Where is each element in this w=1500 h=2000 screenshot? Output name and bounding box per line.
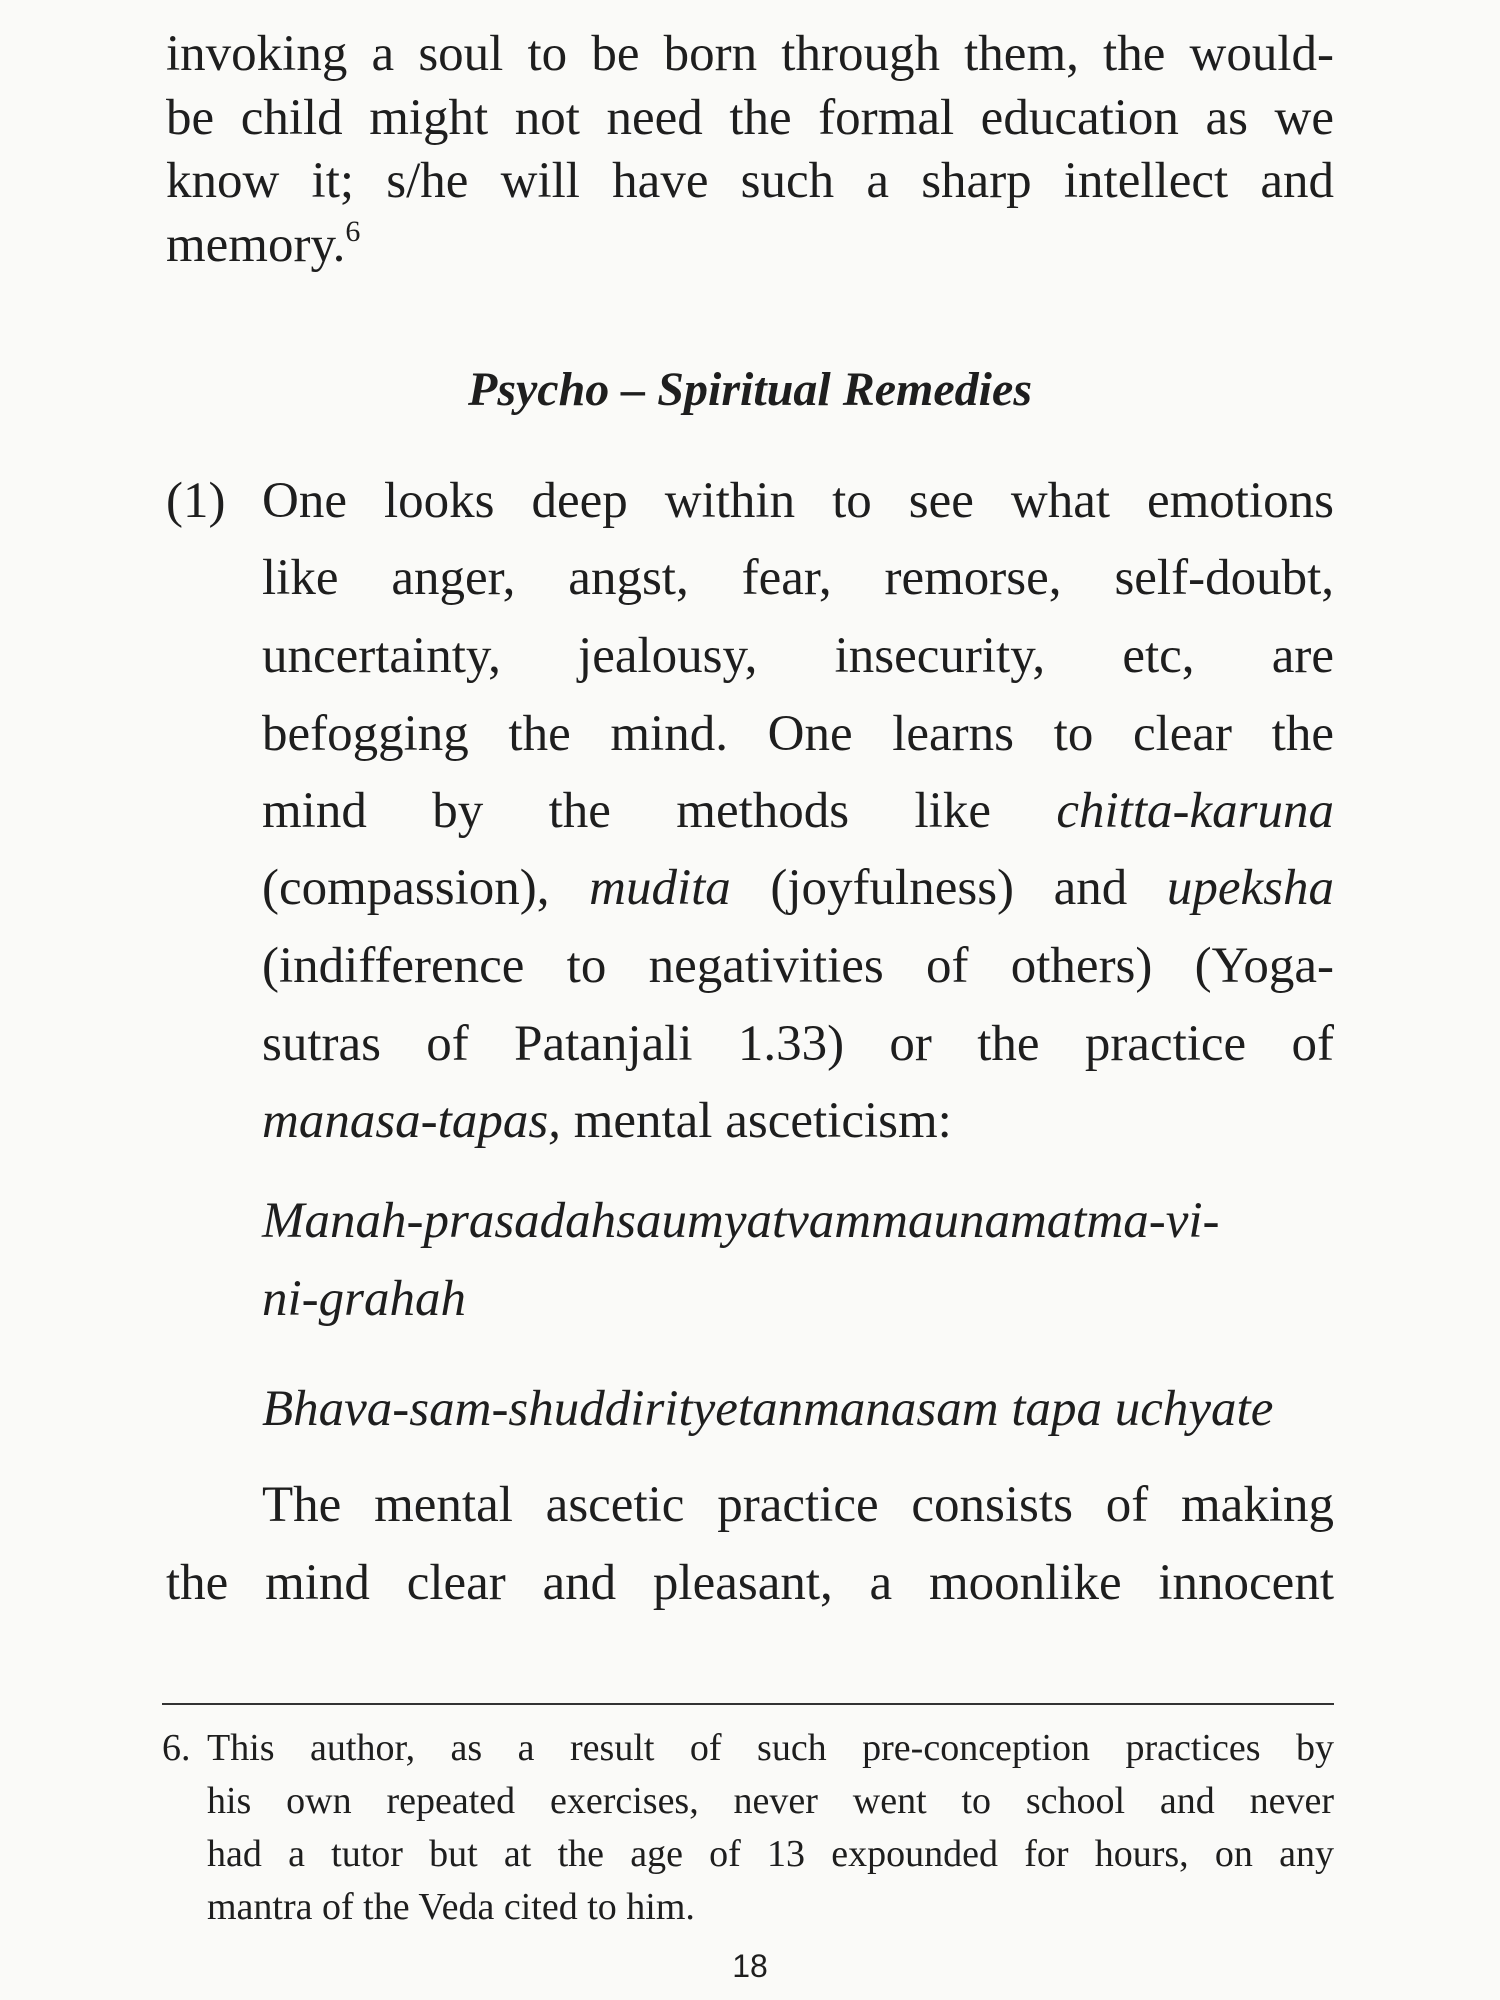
body-line: be child might not need the formal education as we [166, 90, 1334, 146]
body-line: know it; s/he will have such a sharp intellect and [166, 153, 1334, 209]
sanskrit-term: upeksha [1166, 860, 1334, 916]
verse-line: Bhava-sam-shuddirityetanmanasam tapa uchyate [262, 1381, 1274, 1437]
verse-line: Manah-prasadahsaumyatvammaunamatma-vi- [262, 1193, 1220, 1249]
sanskrit-term: chitta-karuna [1056, 783, 1334, 839]
item-line [262, 1090, 1334, 1152]
footnote-line: had a tutor but at the age of 13 expounded for hours, on any [207, 1833, 1334, 1875]
item-line-text: (joyfulness) and [730, 860, 1167, 916]
item-line [262, 857, 1334, 919]
item-line: uncertainty, jealousy, insecurity, etc, are [262, 628, 1334, 684]
sanskrit-term: manasa-tapas, [262, 1093, 561, 1149]
item-line-text: mind by the methods like [262, 783, 1057, 839]
item-line: sutras of Patanjali 1.33) or the practice of [262, 1016, 1334, 1072]
sanskrit-term: mudita [589, 860, 731, 916]
footnote-number: 6. [162, 1727, 191, 1769]
footnote-line: This author, as a result of such pre-conception practices by [207, 1727, 1334, 1769]
body-line: invoking a soul to be born through them, the would- [166, 26, 1334, 82]
page-number: 18 [732, 1948, 768, 1984]
item-number: (1) [166, 473, 226, 529]
body-line-text: memory. [166, 217, 346, 273]
footnote-reference: 6 [345, 215, 361, 248]
body-line: The mental ascetic practice consists of making [262, 1477, 1334, 1533]
section-heading: Psycho – Spiritual Remedies [468, 363, 1032, 416]
item-line: befogging the mind. One learns to clear the [262, 706, 1334, 762]
item-line: (indifference to negativities of others) (Yoga- [262, 938, 1334, 994]
item-line-text: mental asceticism: [560, 1093, 952, 1149]
body-line-last [166, 214, 1334, 276]
item-line-text: (compassion), [262, 860, 590, 916]
body-line: the mind clear and pleasant, a moonlike innocent [166, 1555, 1334, 1611]
item-line: like anger, angst, fear, remorse, self-doubt, [262, 550, 1334, 606]
footnote-line: mantra of the Veda cited to him. [207, 1886, 695, 1928]
verse-line: ni-grahah [262, 1271, 466, 1327]
item-line [262, 780, 1334, 842]
footnote-rule [162, 1703, 1334, 1705]
footnote-line: his own repeated exercises, never went to school and never [207, 1780, 1334, 1822]
item-line: One looks deep within to see what emotions [262, 473, 1334, 529]
